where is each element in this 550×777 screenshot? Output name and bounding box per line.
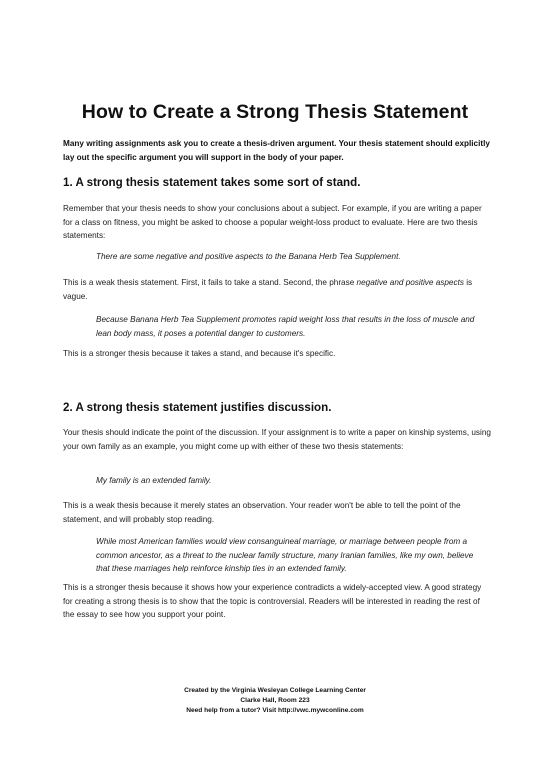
para-2-text-start: This is a weak thesis statement. First, it fails to take a stand. Second, the phrase	[63, 278, 357, 287]
section-1-paragraph-2	[63, 276, 493, 303]
section-2-paragraph-2: This is a weak thesis because it merely states an observation. Your reader won't be able to tell the point of the statement, and will probably stop reading.	[63, 501, 461, 524]
section-1-example-1: There are some negative and positive aspects to the Banana Herb Tea Supplement.	[96, 252, 401, 261]
section-1-paragraph-3: This is a stronger thesis because it takes a stand, and because it's specific.	[63, 349, 336, 358]
page-title: How to Create a Strong Thesis Statement	[81, 101, 469, 123]
para-2-emphasis: negative and positive aspects	[356, 278, 464, 287]
section-2-example-1: My family is an extended family.	[96, 476, 212, 485]
intro-paragraph: Many writing assignments ask you to create a thesis-driven argument. Your thesis statement should explicitly lay out the specific argument you will support in the body of your paper.	[63, 139, 490, 162]
section-2-paragraph-1: Your thesis should indicate the point of the discussion. If your assignment is to write a paper on kinship systems, using your own family as an example, you might come up with either of these two thesis statements:	[63, 428, 491, 451]
para-2-text-end: is vague.	[63, 278, 473, 301]
section-2-example-2: While most American families would view consanguineal marriage, or marriage between people from a common ancestor, as a threat to the nuclear family structure, many Iranian families, like my own, believe that these marriages help reinforce kinship ties in an extended family.	[96, 537, 474, 574]
section-2-paragraph-3: This is a stronger thesis because it shows how your experience contradicts a widely-accepted view. A good strategy for creating a strong thesis is to show that the topic is controversial. Readers will be interested in reading the rest of the essay to see how you support your point.	[63, 583, 482, 620]
footer-tutor-link[interactable]: Need help from a tutor? Visit http://vwc.mywconline.com	[186, 707, 364, 714]
footer-credit: Created by the Virginia Wesleyan College Learning Center	[184, 687, 366, 694]
section-1-paragraph-1: Remember that your thesis needs to show your conclusions about a subject. For example, if you are writing a paper for a class on fitness, you might be asked to choose a popular weight-loss product to evaluate. Here are two thesis statements:	[63, 204, 482, 241]
section-1-heading: 1. A strong thesis statement takes some sort of stand.	[63, 176, 361, 189]
footer	[0, 686, 550, 716]
section-1-example-2: Because Banana Herb Tea Supplement promotes rapid weight loss that results in the loss of muscle and lean body mass, it poses a potential danger to customers.	[96, 315, 475, 338]
footer-location: Clarke Hall, Room 223	[240, 697, 310, 704]
section-2-heading: 2. A strong thesis statement justifies discussion.	[63, 401, 332, 414]
